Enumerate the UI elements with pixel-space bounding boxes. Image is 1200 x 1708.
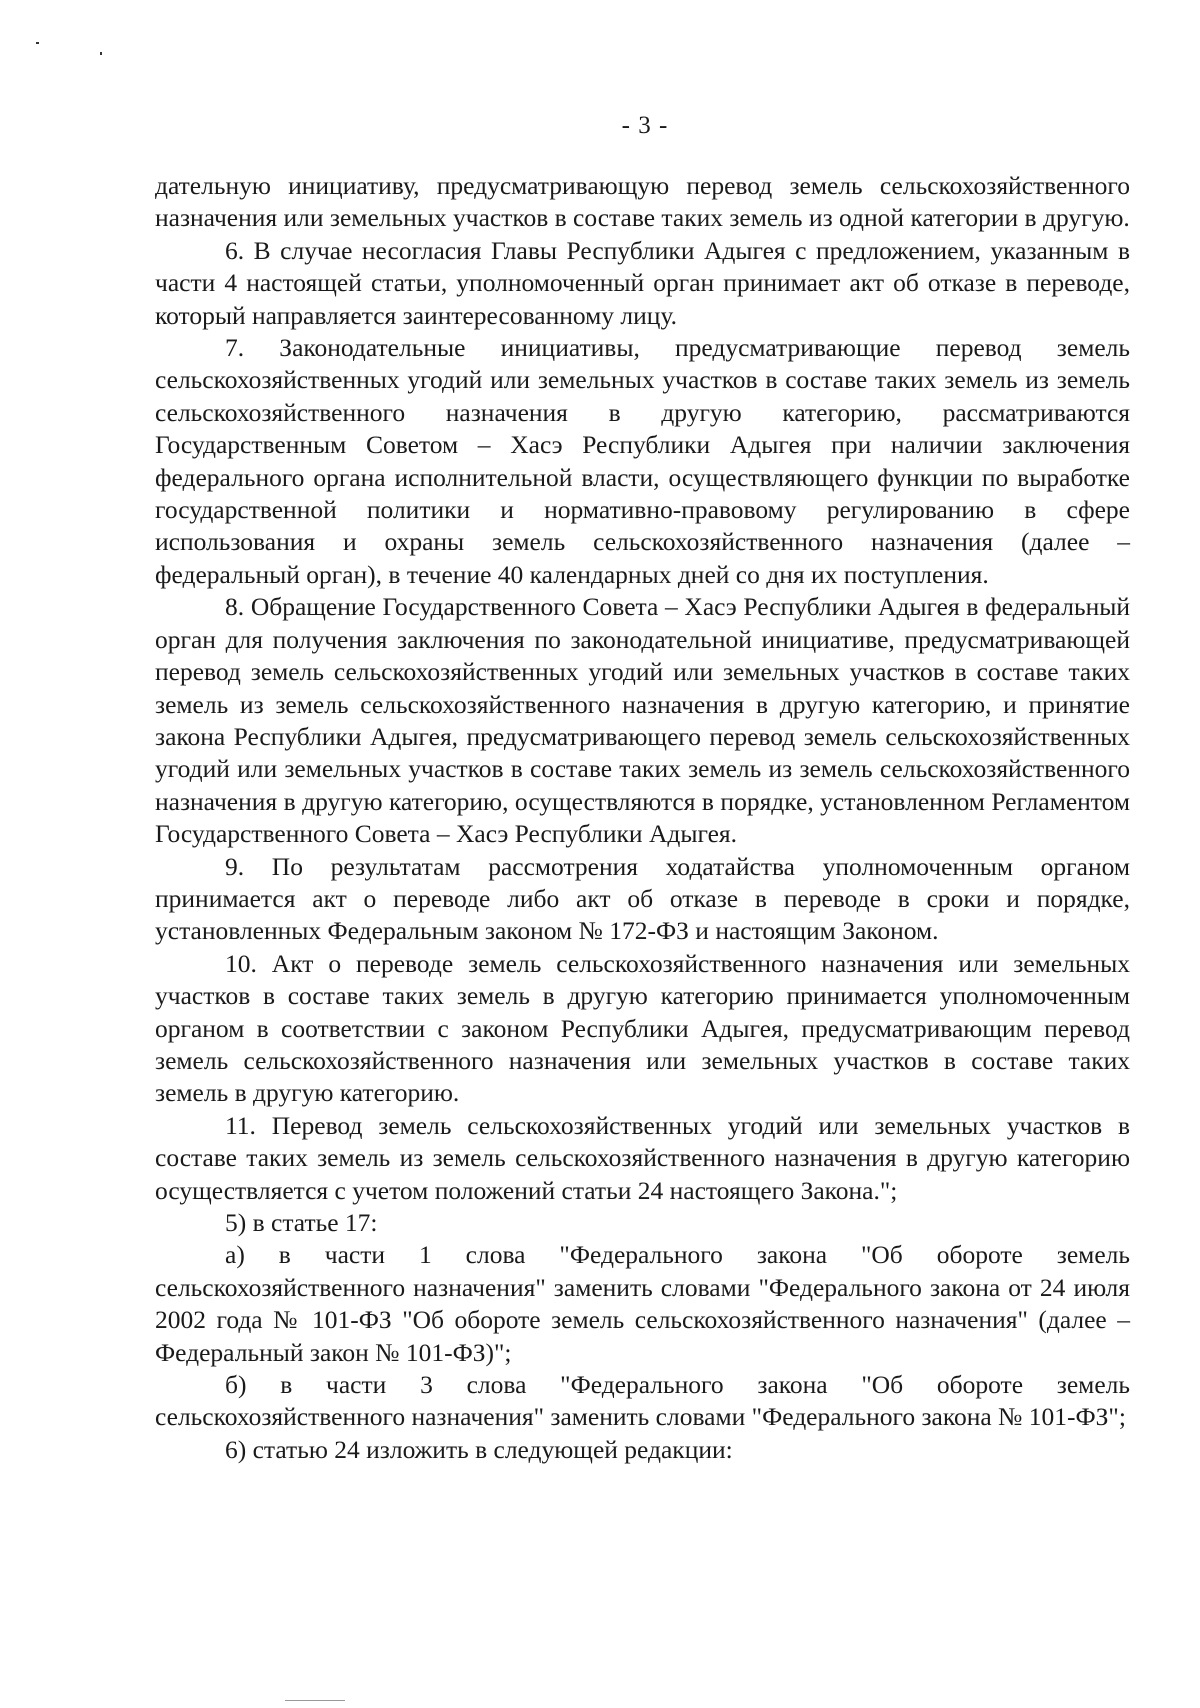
- paragraph-subitem-5: 5) в статье 17:: [225, 1208, 378, 1237]
- paragraph-subitem-b: б) в части 3 слова "Федерального закона "Об обороте земель сельскохозяйственного назначения" заменить словами "Федерального закона № 101-ФЗ";: [155, 1370, 1130, 1432]
- paragraph-subitem-a: а) в части 1 слова "Федерального закона "Об обороте земель сельскохозяйственного назначения" заменить словами "Федерального закона от 24 июля 2002 года № 101-ФЗ "Об обороте земель сельскохозяйственного назначения" (далее – Федеральный закон № 101-ФЗ)";: [155, 1240, 1130, 1367]
- document-body: [155, 170, 1130, 1466]
- page-number: - 3 -: [621, 112, 669, 139]
- paragraph-item-6: 6. В случае несогласия Главы Республики Адыгея с предложением, указанным в части 4 настоящей статьи, уполномоченный орган принимает акт об отказе в переводе, который направляется заинтересованному лицу.: [155, 235, 1130, 330]
- paragraph-item-9: 9. По результатам рассмотрения ходатайства уполномоченным органом принимается акт о переводе либо акт об отказе в переводе в сроки и порядке, установленных Федеральным законом № 172-ФЗ и настоящим Законом.: [155, 851, 1130, 946]
- paragraph-item-8: 8. Обращение Государственного Совета – Хасэ Республики Адыгея в федеральный орган для получения заключения по законодательной инициативе, предусматривающей перевод земель сельскохозяйственных угодий или земельных участков в составе таких земель из земель сельскохозяйственного назначения в другую категорию, и принятие закона Республики Адыгея, предусматривающего перевод земель сельскохозяйственных угодий или земельных участков в составе таких земель из земель сельскохозяйственного назначения в другую категорию, осуществляются в порядке, установленном Регламентом Государственного Совета – Хасэ Республики Адыгея.: [155, 592, 1130, 849]
- paragraph-item-7: 7. Законодательные инициативы, предусматривающие перевод земель сельскохозяйственных угодий или земельных участков в составе таких земель из земель сельскохозяйственного назначения в другую категорию, рассматриваются Государственным Советом – Хасэ Республики Адыгея при наличии заключения федерального органа исполнительной власти, осуществляющего функции по выработке государственной политики и нормативно-правовому регулированию в сфере использования и охраны земель сельскохозяйственного назначения (далее – федеральный орган), в течение 40 календарных дней со дня их поступления.: [155, 333, 1130, 589]
- paragraph-item-10: 10. Акт о переводе земель сельскохозяйственного назначения или земельных участков в составе таких земель в другую категорию принимается уполномоченным органом в соответствии с законом Республики Адыгея, предусматривающим перевод земель сельскохозяйственного назначения или земельных участков в составе таких земель в другую категорию.: [155, 948, 1130, 1108]
- paragraph-continuation: дательную инициативу, предусматривающую перевод земель сельскохозяйственного назначения или земельных участков в составе таких земель из одной категории в другую.: [155, 171, 1130, 233]
- scan-speck: [36, 42, 39, 44]
- scan-speck: [100, 52, 102, 55]
- paragraph-item-11: 11. Перевод земель сельскохозяйственных угодий или земельных участков в составе таких земель из земель сельскохозяйственного назначения в другую категорию осуществляется с учетом положений статьи 24 настоящего Закона.";: [155, 1110, 1130, 1205]
- paragraph-subitem-6: 6) статью 24 изложить в следующей редакции:: [225, 1434, 733, 1464]
- scan-artifact-line: [285, 1700, 345, 1701]
